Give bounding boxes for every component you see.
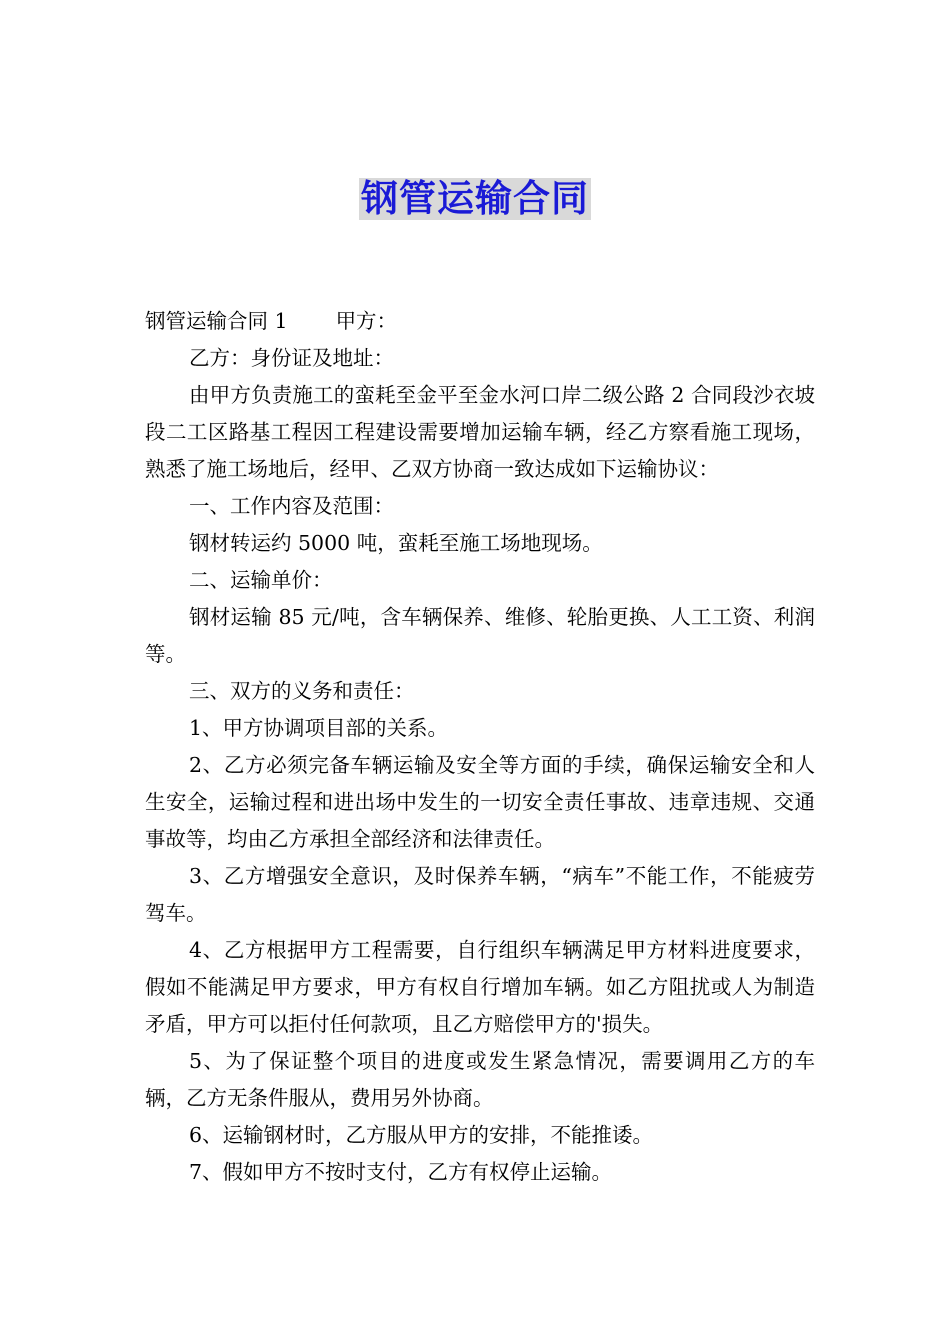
section-heading-duties: 三、双方的义务和责任： (189, 679, 415, 703)
document-title: 钢管运输合同 (361, 177, 589, 220)
contract-number: 钢管运输合同 1 (145, 309, 288, 333)
document-body (145, 303, 815, 1191)
header-line (145, 303, 815, 340)
paragraph-party-b: 乙方：身份证及地址： (189, 346, 394, 370)
party-a-label: 甲方： (335, 309, 398, 333)
paragraph-intro: 由甲方负责施工的蛮耗至金平至金水河口岸二级公路 2 合同段沙衣坡段二工区路基工程因工程建设需要增加运输车辆，经乙方察看施工现场，熟悉了施工场地后，经甲、乙双方协商一致达成如下运输协议： (145, 383, 815, 481)
paragraph-price: 钢材运输 85 元/吨，含车辆保养、维修、轮胎更换、人工工资、利润等。 (145, 605, 815, 666)
section-heading-price: 二、运输单价： (189, 568, 333, 592)
section-heading-scope: 一、工作内容及范围： (189, 494, 394, 518)
clause-2: 2、乙方必须完备车辆运输及安全等方面的手续，确保运输安全和人生安全，运输过程和进出场中发生的一切安全责任事故、违章违规、交通事故等，均由乙方承担全部经济和法律责任。 (145, 753, 815, 851)
clause-1: 1、甲方协调项目部的关系。 (189, 716, 449, 740)
clause-5: 5、为了保证整个项目的进度或发生紧急情况，需要调用乙方的车辆，乙方无条件服从，费用另外协商。 (145, 1049, 815, 1110)
clause-4: 4、乙方根据甲方工程需要，自行组织车辆满足甲方材料进度要求，假如不能满足甲方要求，甲方有权自行增加车辆。如乙方阻扰或人为制造矛盾，甲方可以拒付任何款项，且乙方赔偿甲方的'损失。 (145, 938, 815, 1036)
clause-3: 3、乙方增强安全意识，及时保养车辆，“病车”不能工作，不能疲劳驾车。 (145, 864, 815, 925)
clause-7: 7、假如甲方不按时支付，乙方有权停止运输。 (189, 1160, 613, 1184)
paragraph-scope: 钢材转运约 5000 吨，蛮耗至施工场地现场。 (189, 531, 603, 555)
clause-6: 6、运输钢材时，乙方服从甲方的安排，不能推诿。 (189, 1123, 654, 1147)
title-wrapper (0, 178, 950, 220)
